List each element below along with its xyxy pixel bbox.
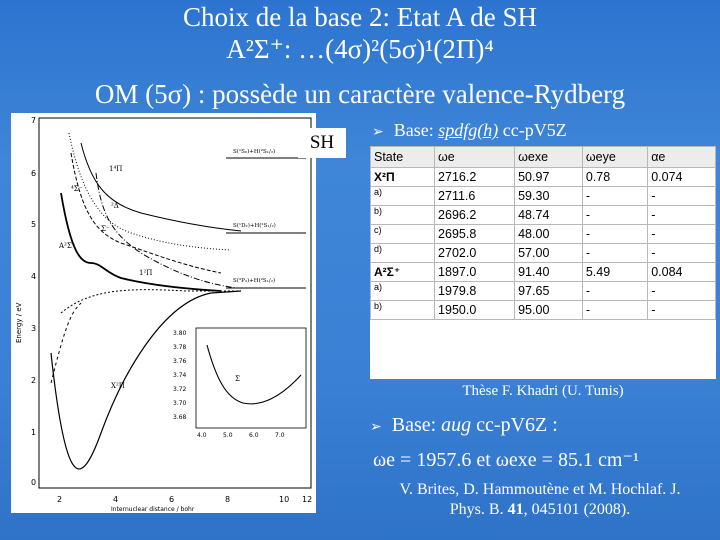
curve-1-2pi (71, 153, 221, 273)
cell-we: 2702.0 (435, 244, 515, 263)
inset-plot (173, 328, 306, 439)
label-a2sigma: A²Σ⁺ (59, 242, 76, 250)
y-tick: 4 (31, 272, 37, 281)
reference-journal: Phys. B. (449, 501, 508, 518)
reference-line1: V. Brites, D. Hammoutène et M. Hochlaf. J. (399, 481, 681, 498)
cell-weye: - (582, 225, 647, 244)
bullet-italic: aug (441, 414, 472, 436)
reference-volume: 41 (507, 501, 524, 518)
table-row (371, 206, 716, 225)
table-row (371, 282, 716, 301)
cell-ae: - (648, 187, 716, 206)
cell-we: 1979.8 (435, 282, 515, 301)
y-tick: 7 (31, 116, 37, 125)
inset-y-tick: 3.78 (173, 344, 187, 351)
x-tick: 12 (302, 495, 313, 504)
inset-x-tick: 5.0 (223, 432, 233, 439)
y-tick: 5 (31, 220, 37, 229)
cell-state: b) (371, 301, 435, 320)
cell-wexe: 59.30 (515, 187, 583, 206)
header-weye: ωeye (582, 147, 647, 168)
cell-wexe: 91.40 (515, 263, 583, 282)
header-wexe: ωexe (515, 147, 583, 168)
label-2delta: ²Δ (111, 202, 119, 210)
cell-wexe: 48.74 (515, 206, 583, 225)
y-tick: 3 (31, 324, 37, 333)
arrow-bullet-icon: ➢ (370, 419, 382, 435)
cell-weye: - (582, 244, 647, 263)
cell-state: a) (371, 187, 435, 206)
asymptote-label: S(¹S₀)+H(²S₁/₂) (233, 149, 276, 155)
curve-4sigma (51, 303, 81, 383)
cell-we: 1897.0 (435, 263, 515, 282)
cell-wexe: 48.00 (515, 225, 583, 244)
cell-state: X²Π (371, 168, 435, 187)
bullet-prefix: Base: (391, 414, 442, 436)
bullet-italic: spdfg(h) (438, 120, 499, 140)
cell-state: a) (371, 282, 435, 301)
asymptote-label: S(³P₂)+H(²S₁/₂) (233, 278, 276, 284)
inset-y-tick: 3.80 (173, 330, 187, 337)
label-1-2pi: 1²Π (139, 269, 153, 277)
cell-wexe: 97.65 (515, 282, 583, 301)
y-axis-label: Energy / eV (15, 302, 23, 343)
cell-weye: - (582, 301, 647, 320)
cell-ae: - (648, 282, 716, 301)
cell-weye: 5.49 (582, 263, 647, 282)
inset-y-tick: 3.74 (173, 372, 187, 379)
table-row (371, 244, 716, 263)
inset-frame (196, 328, 306, 428)
x-tick: 4 (113, 495, 119, 504)
cell-state: b) (371, 206, 435, 225)
cell-state: d) (371, 244, 435, 263)
inset-y-tick: 3.70 (173, 400, 187, 407)
x-axis-label: Internuclear distance / bohr (111, 506, 195, 513)
reference-line2 (370, 500, 710, 520)
y-tick: 1 (31, 428, 37, 437)
table-row (371, 187, 716, 206)
table-caption: Thèse F. Khadri (U. Tunis) (462, 383, 624, 399)
slide-title-line3: OM (5σ) : possède un caractère valence-Rydberg (94, 79, 626, 109)
label-sigma-minus: Σ⁻ (101, 225, 110, 233)
spectroscopic-table (370, 146, 716, 379)
header-state: State (371, 147, 435, 168)
inset-y-tick: 3.68 (173, 414, 187, 421)
cell-state: c) (371, 225, 435, 244)
reference-pages: , 045101 (2008). (523, 501, 631, 518)
table-row (371, 301, 716, 320)
inset-y-tick: 3.72 (173, 386, 187, 393)
plot-frame (39, 118, 311, 488)
inset-x-tick: 6.0 (249, 432, 259, 439)
bullet-prefix: Base: (393, 120, 439, 140)
x-tick: 6 (169, 495, 175, 504)
table-row (371, 225, 716, 244)
header-ae: αe (648, 147, 716, 168)
inset-curve-label: Σ (235, 375, 240, 383)
y-tick: 0 (31, 478, 37, 487)
table-row (371, 263, 716, 282)
potential-energy-plot (11, 113, 316, 513)
header-we: ωe (435, 147, 515, 168)
cell-weye: - (582, 282, 647, 301)
y-tick: 2 (31, 376, 37, 385)
curve-4pi (96, 173, 236, 288)
cell-we: 2695.8 (435, 225, 515, 244)
bullet-basis-1 (372, 120, 567, 141)
cell-weye: - (582, 206, 647, 225)
cell-ae: 0.074 (648, 168, 716, 187)
inset-x-tick: 7.0 (275, 432, 285, 439)
cell-ae: - (648, 301, 716, 320)
inset-y-tick: 3.76 (173, 358, 187, 365)
cell-ae: - (648, 225, 716, 244)
label-4sigma: ⁴Σ⁻ (71, 185, 83, 193)
frequency-values: ωe = 1957.6 et ωexe = 85.1 cm⁻¹ (373, 449, 639, 471)
cell-ae: 0.084 (648, 263, 716, 282)
curve-2delta (81, 143, 241, 231)
bullet-suffix: cc-pV6Z : (471, 414, 558, 436)
molecule-label: SH (298, 128, 346, 158)
slide-title-line2: A²Σ⁺: …(4σ)²(5σ)¹(2Π)⁴ (226, 34, 494, 64)
y-tick: 6 (31, 169, 37, 178)
cell-wexe: 50.97 (515, 168, 583, 187)
table-header-row (371, 147, 716, 168)
cell-state: A²Σ⁺ (371, 263, 435, 282)
bullet-suffix: cc-pV5Z (498, 120, 567, 140)
label-x2pi: X²Π (111, 382, 125, 390)
bullet-basis-2 (370, 414, 558, 437)
x-tick: 10 (279, 495, 290, 504)
curve-sigma-minus (69, 133, 231, 250)
inset-x-tick: 4.0 (197, 432, 207, 439)
reference (370, 480, 710, 520)
cell-ae: - (648, 206, 716, 225)
label-4pi: 1⁴Π (109, 165, 123, 173)
asymptote-label: S(¹D₂)+H(²S₁/₂) (233, 223, 276, 229)
cell-we: 2716.2 (435, 168, 515, 187)
cell-weye: - (582, 187, 647, 206)
cell-wexe: 57.00 (515, 244, 583, 263)
x-tick: 8 (225, 495, 231, 504)
cell-we: 2711.6 (435, 187, 515, 206)
cell-ae: - (648, 244, 716, 263)
cell-weye: 0.78 (582, 168, 647, 187)
cell-wexe: 95.00 (515, 301, 583, 320)
potential-energy-svg (11, 113, 316, 513)
cell-we: 2696.2 (435, 206, 515, 225)
cell-we: 1950.0 (435, 301, 515, 320)
slide-title-line1: Choix de la base 2: Etat A de SH (183, 2, 537, 32)
arrow-bullet-icon: ➢ (372, 124, 384, 140)
x-tick: 2 (57, 495, 63, 504)
table-row (371, 168, 716, 187)
